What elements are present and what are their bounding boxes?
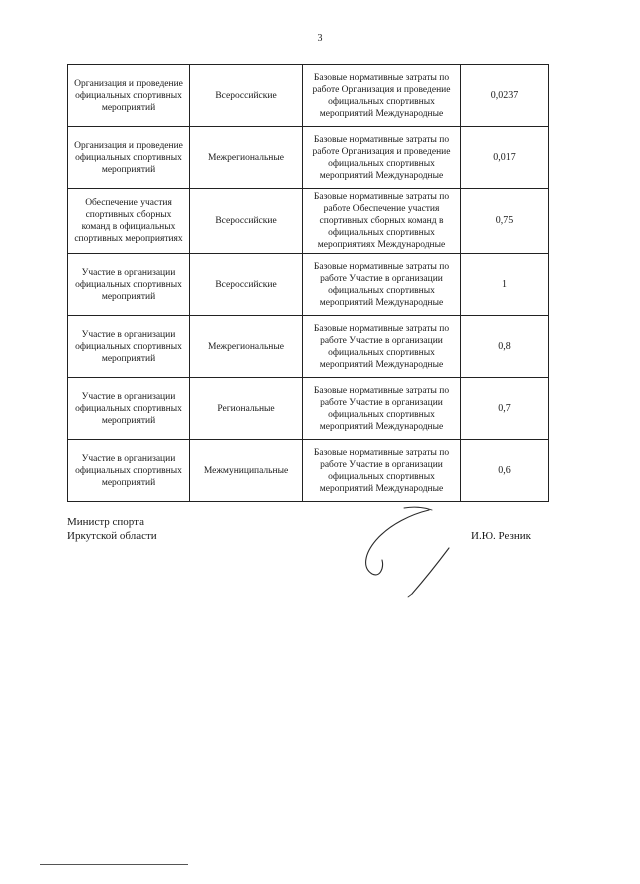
basis-cell: Базовые нормативные затраты по работе Организация и проведение официальных спортивных мероприятий Международные: [303, 65, 461, 127]
signatory-title: [67, 515, 157, 543]
basis-cell: Базовые нормативные затраты по работе Участие в организации официальных спортивных мероприятий Международные: [303, 378, 461, 440]
work-name-cell: Участие в организации официальных спортивных мероприятий: [68, 254, 190, 316]
work-name-cell: Участие в организации официальных спортивных мероприятий: [68, 316, 190, 378]
footer-divider: [40, 864, 188, 865]
coefficient-cell: 0,7: [461, 378, 549, 440]
event-level-cell: Всероссийские: [190, 189, 303, 254]
norms-table: [67, 64, 549, 502]
coefficient-cell: 0,0237: [461, 65, 549, 127]
basis-cell: Базовые нормативные затраты по работе Участие в организации официальных спортивных мероприятий Международные: [303, 440, 461, 502]
coefficient-cell: 0,017: [461, 127, 549, 189]
event-level-cell: Межрегиональные: [190, 127, 303, 189]
event-level-cell: Всероссийские: [190, 254, 303, 316]
event-level-cell: Межрегиональные: [190, 316, 303, 378]
table-row: [68, 189, 549, 254]
coefficient-cell: 0,6: [461, 440, 549, 502]
table-row: [68, 127, 549, 189]
basis-cell: Базовые нормативные затраты по работе Организация и проведение официальных спортивных мероприятий Международные: [303, 127, 461, 189]
work-name-cell: Участие в организации официальных спортивных мероприятий: [68, 440, 190, 502]
page-number: 3: [317, 33, 323, 44]
basis-cell: Базовые нормативные затраты по работе Участие в организации официальных спортивных мероприятий Международные: [303, 254, 461, 316]
table-row: [68, 440, 549, 502]
table-row: [68, 316, 549, 378]
table-row: [68, 254, 549, 316]
work-name-cell: Организация и проведение официальных спортивных мероприятий: [68, 127, 190, 189]
table-row: [68, 378, 549, 440]
event-level-cell: Межмуниципальные: [190, 440, 303, 502]
basis-cell: Базовые нормативные затраты по работе Участие в организации официальных спортивных мероприятий Международные: [303, 316, 461, 378]
basis-cell: Базовые нормативные затраты по работе Обеспечение участия спортивных сборных команд в официальных спортивных мероприятиях Международные: [303, 189, 461, 254]
signatory-region: Иркутской области: [67, 530, 157, 542]
coefficient-cell: 1: [461, 254, 549, 316]
coefficient-cell: 0,8: [461, 316, 549, 378]
work-name-cell: Участие в организации официальных спортивных мероприятий: [68, 378, 190, 440]
signatory-name: И.Ю. Резник: [471, 530, 531, 542]
handwritten-signature: [352, 502, 456, 602]
signatory-position: Министр спорта: [67, 516, 144, 528]
work-name-cell: Обеспечение участия спортивных сборных команд в официальных спортивных мероприятиях: [68, 189, 190, 254]
table-row: [68, 65, 549, 127]
coefficient-cell: 0,75: [461, 189, 549, 254]
event-level-cell: Всероссийские: [190, 65, 303, 127]
event-level-cell: Региональные: [190, 378, 303, 440]
work-name-cell: Организация и проведение официальных спортивных мероприятий: [68, 65, 190, 127]
